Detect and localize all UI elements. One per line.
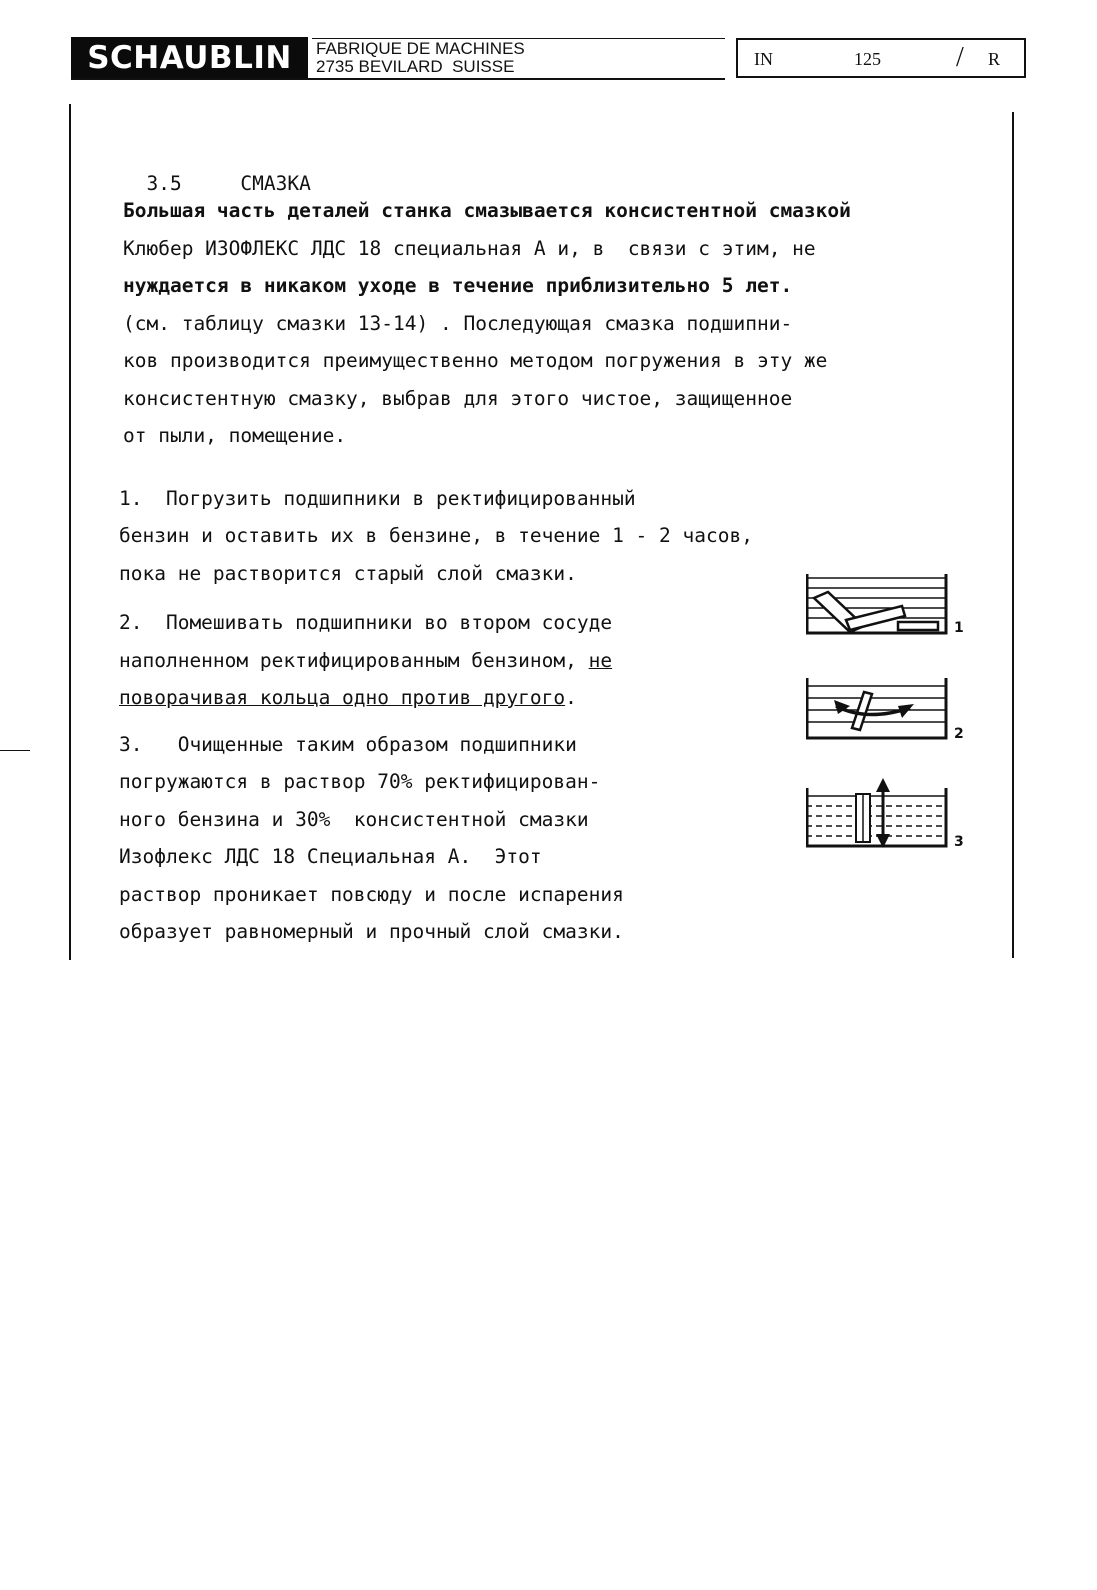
figure-3-label: 3 [954, 834, 964, 850]
step3-line-2: погружаются в раствор 70% ректифицирован- [119, 770, 601, 793]
step2-warning-start: не [588, 649, 613, 672]
figure-2-label: 2 [954, 726, 964, 742]
section-title: СМАЗКА [240, 172, 311, 195]
doc-slash: / [956, 42, 964, 73]
doc-number: 125 [854, 49, 881, 69]
intro-line-1: Большая часть деталей станка смазывается консистентной смазкой [123, 199, 851, 222]
step2-line-1: 2. Помешивать подшипники во втором сосуде [119, 611, 613, 634]
section-heading [123, 149, 311, 195]
margin-mark [0, 750, 30, 751]
step3-line-1: 3. Очищенные таким образом подшипники [119, 733, 577, 756]
company-address [316, 40, 525, 76]
figure-stir-bath [806, 676, 964, 746]
intro-line-5: ков производится преимущественно методом погружения в эту же [123, 349, 828, 372]
doc-series: IN [754, 49, 773, 69]
step2-period: . [565, 686, 577, 709]
intro-line-7: от пыли, помещение. [123, 424, 347, 447]
solution-bath-illustration [806, 778, 951, 850]
step2-line-2 [119, 649, 612, 672]
intro-line-3: нуждается в никаком уходе в течение приблизительно 5 лет. [123, 274, 793, 297]
header-rule-bottom [71, 78, 725, 80]
step1-line-3: пока не растворится старый слой смазки. [119, 562, 577, 585]
step2-line-2-text: наполненном ректифицированным бензином, [119, 649, 577, 672]
document-id-box [736, 38, 1026, 78]
step1-line-2: бензин и оставить их в бензине, в течение 1 - 2 часов, [119, 524, 753, 547]
stir-bath-illustration [806, 676, 951, 742]
frame-left-line [69, 104, 71, 960]
company-line-1: FABRIQUE DE MACHINES [316, 39, 525, 58]
step3-line-3: ного бензина и 30% консистентной смазки [119, 808, 589, 831]
soak-bath-illustration [806, 570, 951, 636]
figure-soak-bath [806, 570, 964, 640]
figure-solution-bath [806, 778, 964, 852]
step3-line-6: образует равномерный и прочный слой смазки. [119, 920, 624, 943]
frame-right-line [1012, 112, 1014, 958]
company-logo: SCHAUBLIN SA [71, 37, 308, 79]
step3-line-4: Изофлекс ЛДС 18 Специальная А. Этот [119, 845, 542, 868]
intro-line-6: консистентную смазку, выбрав для этого чистое, защищенное [123, 387, 793, 410]
figure-1-label: 1 [954, 620, 964, 636]
company-line-2: 2735 BEVILARD SUISSE [316, 57, 515, 76]
doc-language: R [988, 49, 1001, 69]
step2-line-3 [119, 686, 577, 709]
step2-warning-end: поворачивая кольца одно против другого [119, 686, 566, 709]
step1-line-1: 1. Погрузить подшипники в ректифицированный [119, 487, 636, 510]
section-number: 3.5 [146, 172, 182, 195]
intro-line-4: (см. таблицу смазки 13-14) . Последующая смазка подшипни- [123, 312, 793, 335]
step3-line-5: раствор проникает повсюду и после испарения [119, 883, 624, 906]
intro-line-2: Клюбер ИЗОФЛЕКС ЛДС 18 специальная А и, в связи с этим, не [123, 237, 816, 260]
